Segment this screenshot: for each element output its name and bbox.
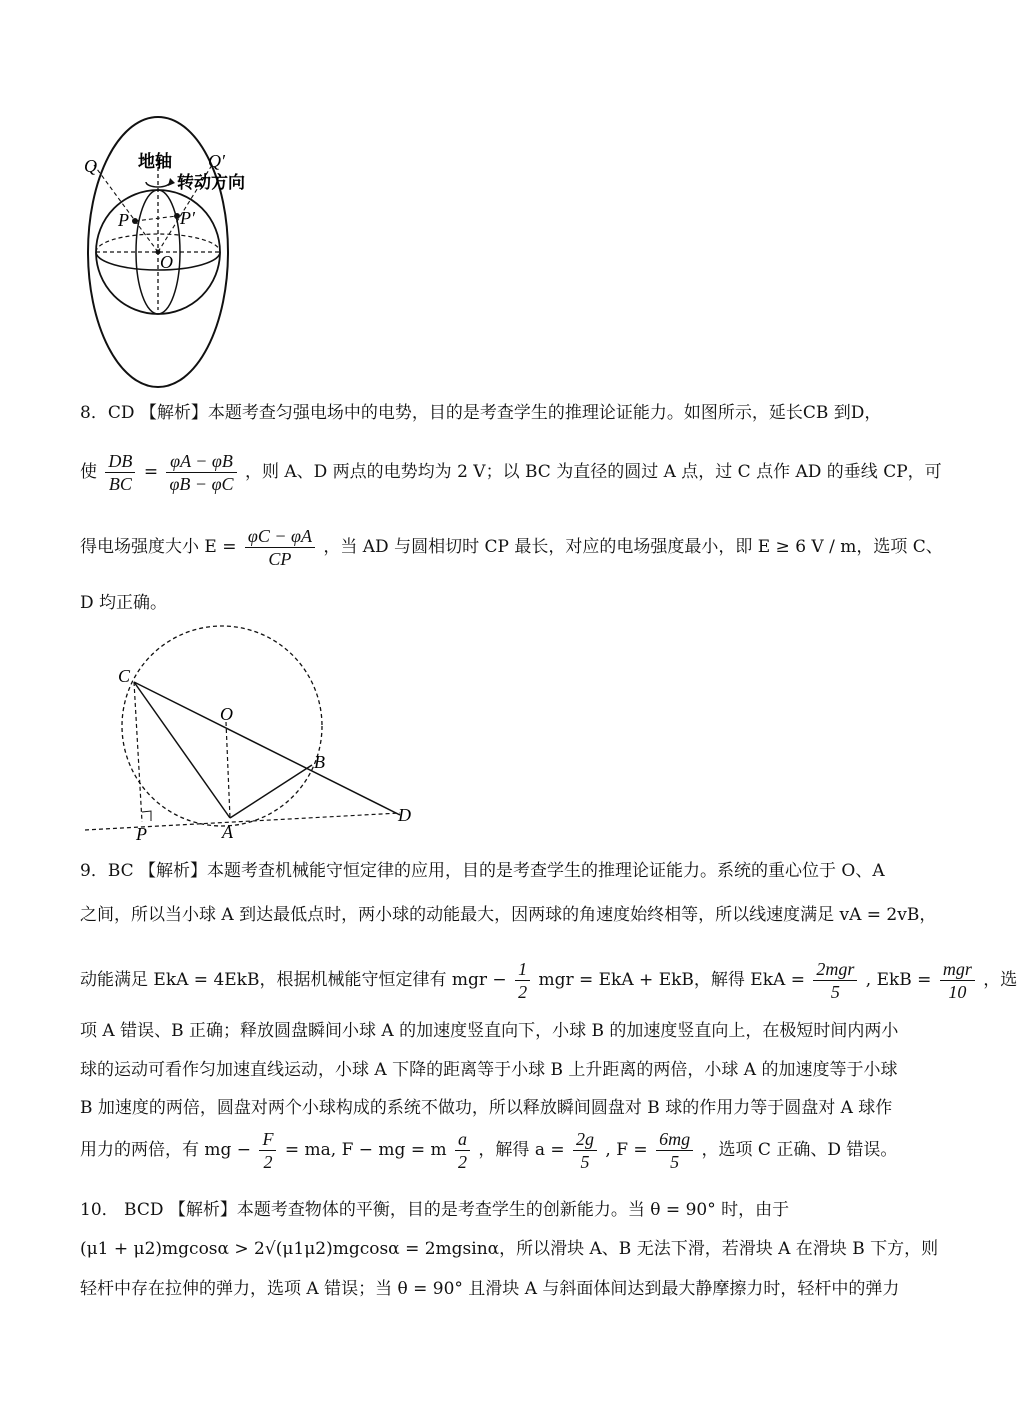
label-o: O bbox=[160, 252, 173, 272]
earth-axis-figure bbox=[80, 110, 280, 390]
line-pd bbox=[85, 813, 400, 830]
fraction-half: $\frac{1}{2}$ bbox=[515, 958, 530, 1003]
point-p-dot bbox=[132, 218, 138, 224]
label-qp: Q′ bbox=[208, 151, 225, 171]
q9-line7: 用力的两倍，有 mg − $\frac{F}{2}$ = ma, F − mg = m $\frac{a}{2}$ ，解得 a = $\frac{2g}{5}$ , F = $\frac{6mg}{5}$ ，选项 C 正确、D 错误。 bbox=[80, 1129, 898, 1172]
q8-line3: 得电场强度大小 E = $\frac{\varphi C - \varphi A}{CP}$ ，当 AD 与圆相切时 CP 最长，对应的电场强度最小，即 E ≥ 6 V / m，选项 C、 bbox=[80, 526, 943, 569]
label-pp: P′ bbox=[180, 208, 195, 228]
q9-line4: 项 A 错误、B 正确；释放圆盘瞬间小球 A 的加速度竖直向下，小球 B 的加速度竖直向上，在极短时间内两小 bbox=[80, 1021, 899, 1041]
axis-label: 地轴 bbox=[138, 152, 172, 172]
rotation-arrowhead-icon bbox=[168, 178, 175, 186]
q9-line3: 动能满足 EkA = 4EkB，根据机械能守恒定律有 mgr − $\frac{1}{2}$ mgr = EkA + EkB，解得 EkA = $\frac{\text{2mgr}}{5}$ , EkB = $\frac{\text{mgr}}{10}$ ，选 bbox=[80, 959, 1017, 1002]
q8-line1: 8．CD 【解析】本题考查匀强电场中的电势，目的是考查学生的推理论证能力。如图所示，延长CB 到D， bbox=[80, 403, 882, 423]
fraction-6mg5: $\frac{6mg}{5}$ bbox=[656, 1128, 693, 1173]
label-p: P bbox=[118, 210, 129, 230]
fraction-e: $\frac{\varphi C - \varphi A}{CP}$ bbox=[245, 525, 315, 570]
label-a: A bbox=[222, 822, 233, 842]
rotation-label: 转动方向 bbox=[177, 173, 245, 193]
line-ab bbox=[230, 765, 312, 818]
line-ca bbox=[134, 682, 230, 818]
line-oq bbox=[94, 165, 158, 252]
q8-line4: D 均正确。 bbox=[80, 593, 168, 613]
circle-field-figure bbox=[80, 620, 430, 845]
line-oa bbox=[226, 722, 230, 818]
label-c: C bbox=[118, 666, 131, 686]
fraction-ekb: $\frac{\text{mgr}}{10}$ bbox=[940, 958, 975, 1003]
line-cp bbox=[134, 682, 142, 822]
q9-line1: 9．BC 【解析】本题考查机械能守恒定律的应用，目的是考查学生的推理论证能力。系统的重心位于 O、A bbox=[80, 861, 885, 881]
fraction-db-bc: $\frac{DB}{BC}$ bbox=[105, 450, 135, 495]
fraction-phi: $\frac{\varphi A - \varphi B}{\varphi B - \varphi C}$ bbox=[166, 450, 236, 495]
q9-line2: 之间，所以当小球 A 到达最低点时，两小球的动能最大，因两球的角速度始终相等，所以线速度满足 vA = 2vB， bbox=[80, 905, 937, 925]
label-b: B bbox=[314, 752, 325, 772]
fraction-a2: $\frac{a}{2}$ bbox=[455, 1128, 470, 1173]
q9-line6: B 加速度的两倍，圆盘对两个小球构成的系统不做功，所以释放瞬间圆盘对 B 球的作用力等于圆盘对 A 球作 bbox=[80, 1098, 893, 1118]
q8-line2: 使 $\frac{DB}{BC}$ = $\frac{\varphi A - \varphi B}{\varphi B - \varphi C}$ ，则 A、D 两点的电势均为 2 V；以 BC 为直径的圆过 A 点，过 C 点作 AD 的垂线 CP，可 bbox=[80, 451, 942, 494]
fraction-2g5: $\frac{2g}{5}$ bbox=[573, 1128, 597, 1173]
label-p2: P bbox=[136, 824, 147, 844]
line-pp bbox=[135, 216, 177, 221]
q10-line2: (μ1 + μ2)mgcosα > 2√(μ1μ2)mgcosα = 2mgsinα，所以滑块 A、B 无法下滑，若滑块 A 在滑块 B 下方，则 bbox=[80, 1239, 939, 1259]
q10-line1: 10． BCD 【解析】本题考查物体的平衡，目的是考查学生的创新能力。当 θ = 90° 时，由于 bbox=[80, 1200, 790, 1220]
fraction-eka: $\frac{\text{2mgr}}{5}$ bbox=[813, 958, 857, 1003]
right-angle-mark bbox=[142, 811, 151, 821]
q10-line3: 轻杆中存在拉伸的弹力，选项 A 错误；当 θ = 90° 且滑块 A 与斜面体间达到最大静摩擦力时，轻杆中的弹力 bbox=[80, 1279, 900, 1299]
label-q: Q bbox=[84, 156, 97, 176]
fraction-f2: $\frac{F}{2}$ bbox=[259, 1128, 276, 1173]
line-cd bbox=[134, 682, 400, 815]
q9-line5: 球的运动可看作匀加速直线运动，小球 A 下降的距离等于小球 B 上升距离的两倍，小球 A 的加速度等于小球 bbox=[80, 1060, 898, 1080]
label-d: D bbox=[398, 805, 411, 825]
equator-back bbox=[96, 234, 220, 252]
label-o2: O bbox=[220, 704, 233, 724]
